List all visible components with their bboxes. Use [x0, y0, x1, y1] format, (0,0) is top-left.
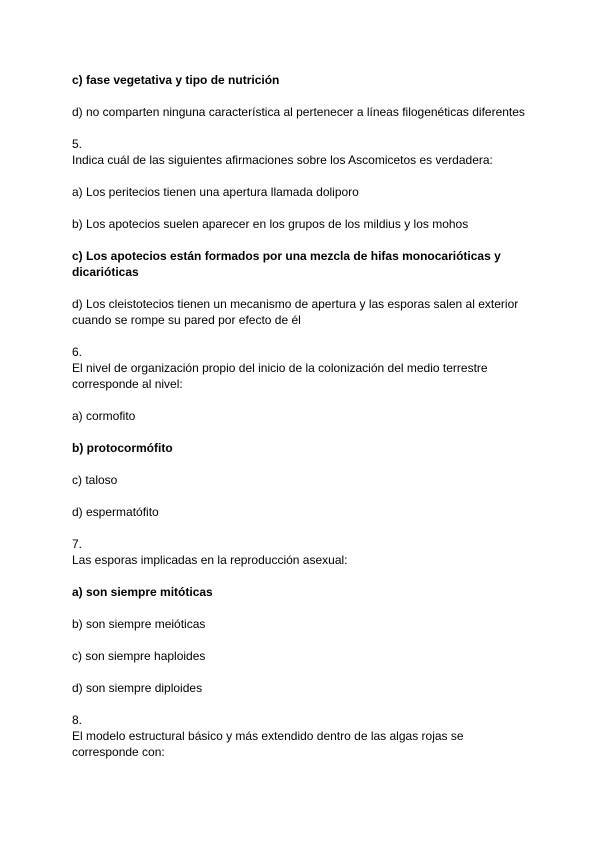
- answer-option: c) fase vegetativa y tipo de nutrición: [72, 73, 280, 87]
- question-text: Indica cuál de las siguientes afirmaciones sobre los Ascomicetos es verdadera:: [72, 153, 493, 167]
- question-text: El nivel de organización propio del inicio de la colonización del medio terrestre corresponde al nivel:: [72, 361, 488, 391]
- question-number: 8.: [72, 713, 83, 727]
- question-text: El modelo estructural básico y más extendido dentro de las algas rojas se corresponde con:: [72, 729, 464, 759]
- answer-option: b) protocormófito: [72, 441, 173, 455]
- document-page: [72, 72, 528, 760]
- answer-option: c) taloso: [72, 473, 118, 487]
- answer-option: b) son siempre meióticas: [72, 617, 206, 631]
- answer-option: a) son siempre mitóticas: [72, 585, 213, 599]
- answer-option: a) cormofito: [72, 409, 136, 423]
- answer-option: c) Los apotecios están formados por una mezcla de hifas monocarióticas y dicarióticas: [72, 249, 501, 279]
- question-number: 7.: [72, 537, 83, 551]
- answer-option: c) son siempre haploides: [72, 649, 206, 663]
- question-text: Las esporas implicadas en la reproducción asexual:: [72, 553, 348, 567]
- answer-option: d) son siempre diploides: [72, 681, 203, 695]
- question-number: 5.: [72, 137, 83, 151]
- answer-option: d) Los cleistotecios tienen un mecanismo de apertura y las esporas salen al exterior cuando se rompe su pared por efecto de él: [72, 297, 519, 327]
- question-number: 6.: [72, 345, 83, 359]
- answer-option: a) Los peritecios tienen una apertura llamada doliporo: [72, 185, 359, 199]
- answer-option: d) no comparten ninguna característica al pertenecer a líneas filogenéticas diferentes: [72, 105, 525, 119]
- answer-option: d) espermatófito: [72, 505, 159, 519]
- answer-option: b) Los apotecios suelen aparecer en los grupos de los mildius y los mohos: [72, 217, 469, 231]
